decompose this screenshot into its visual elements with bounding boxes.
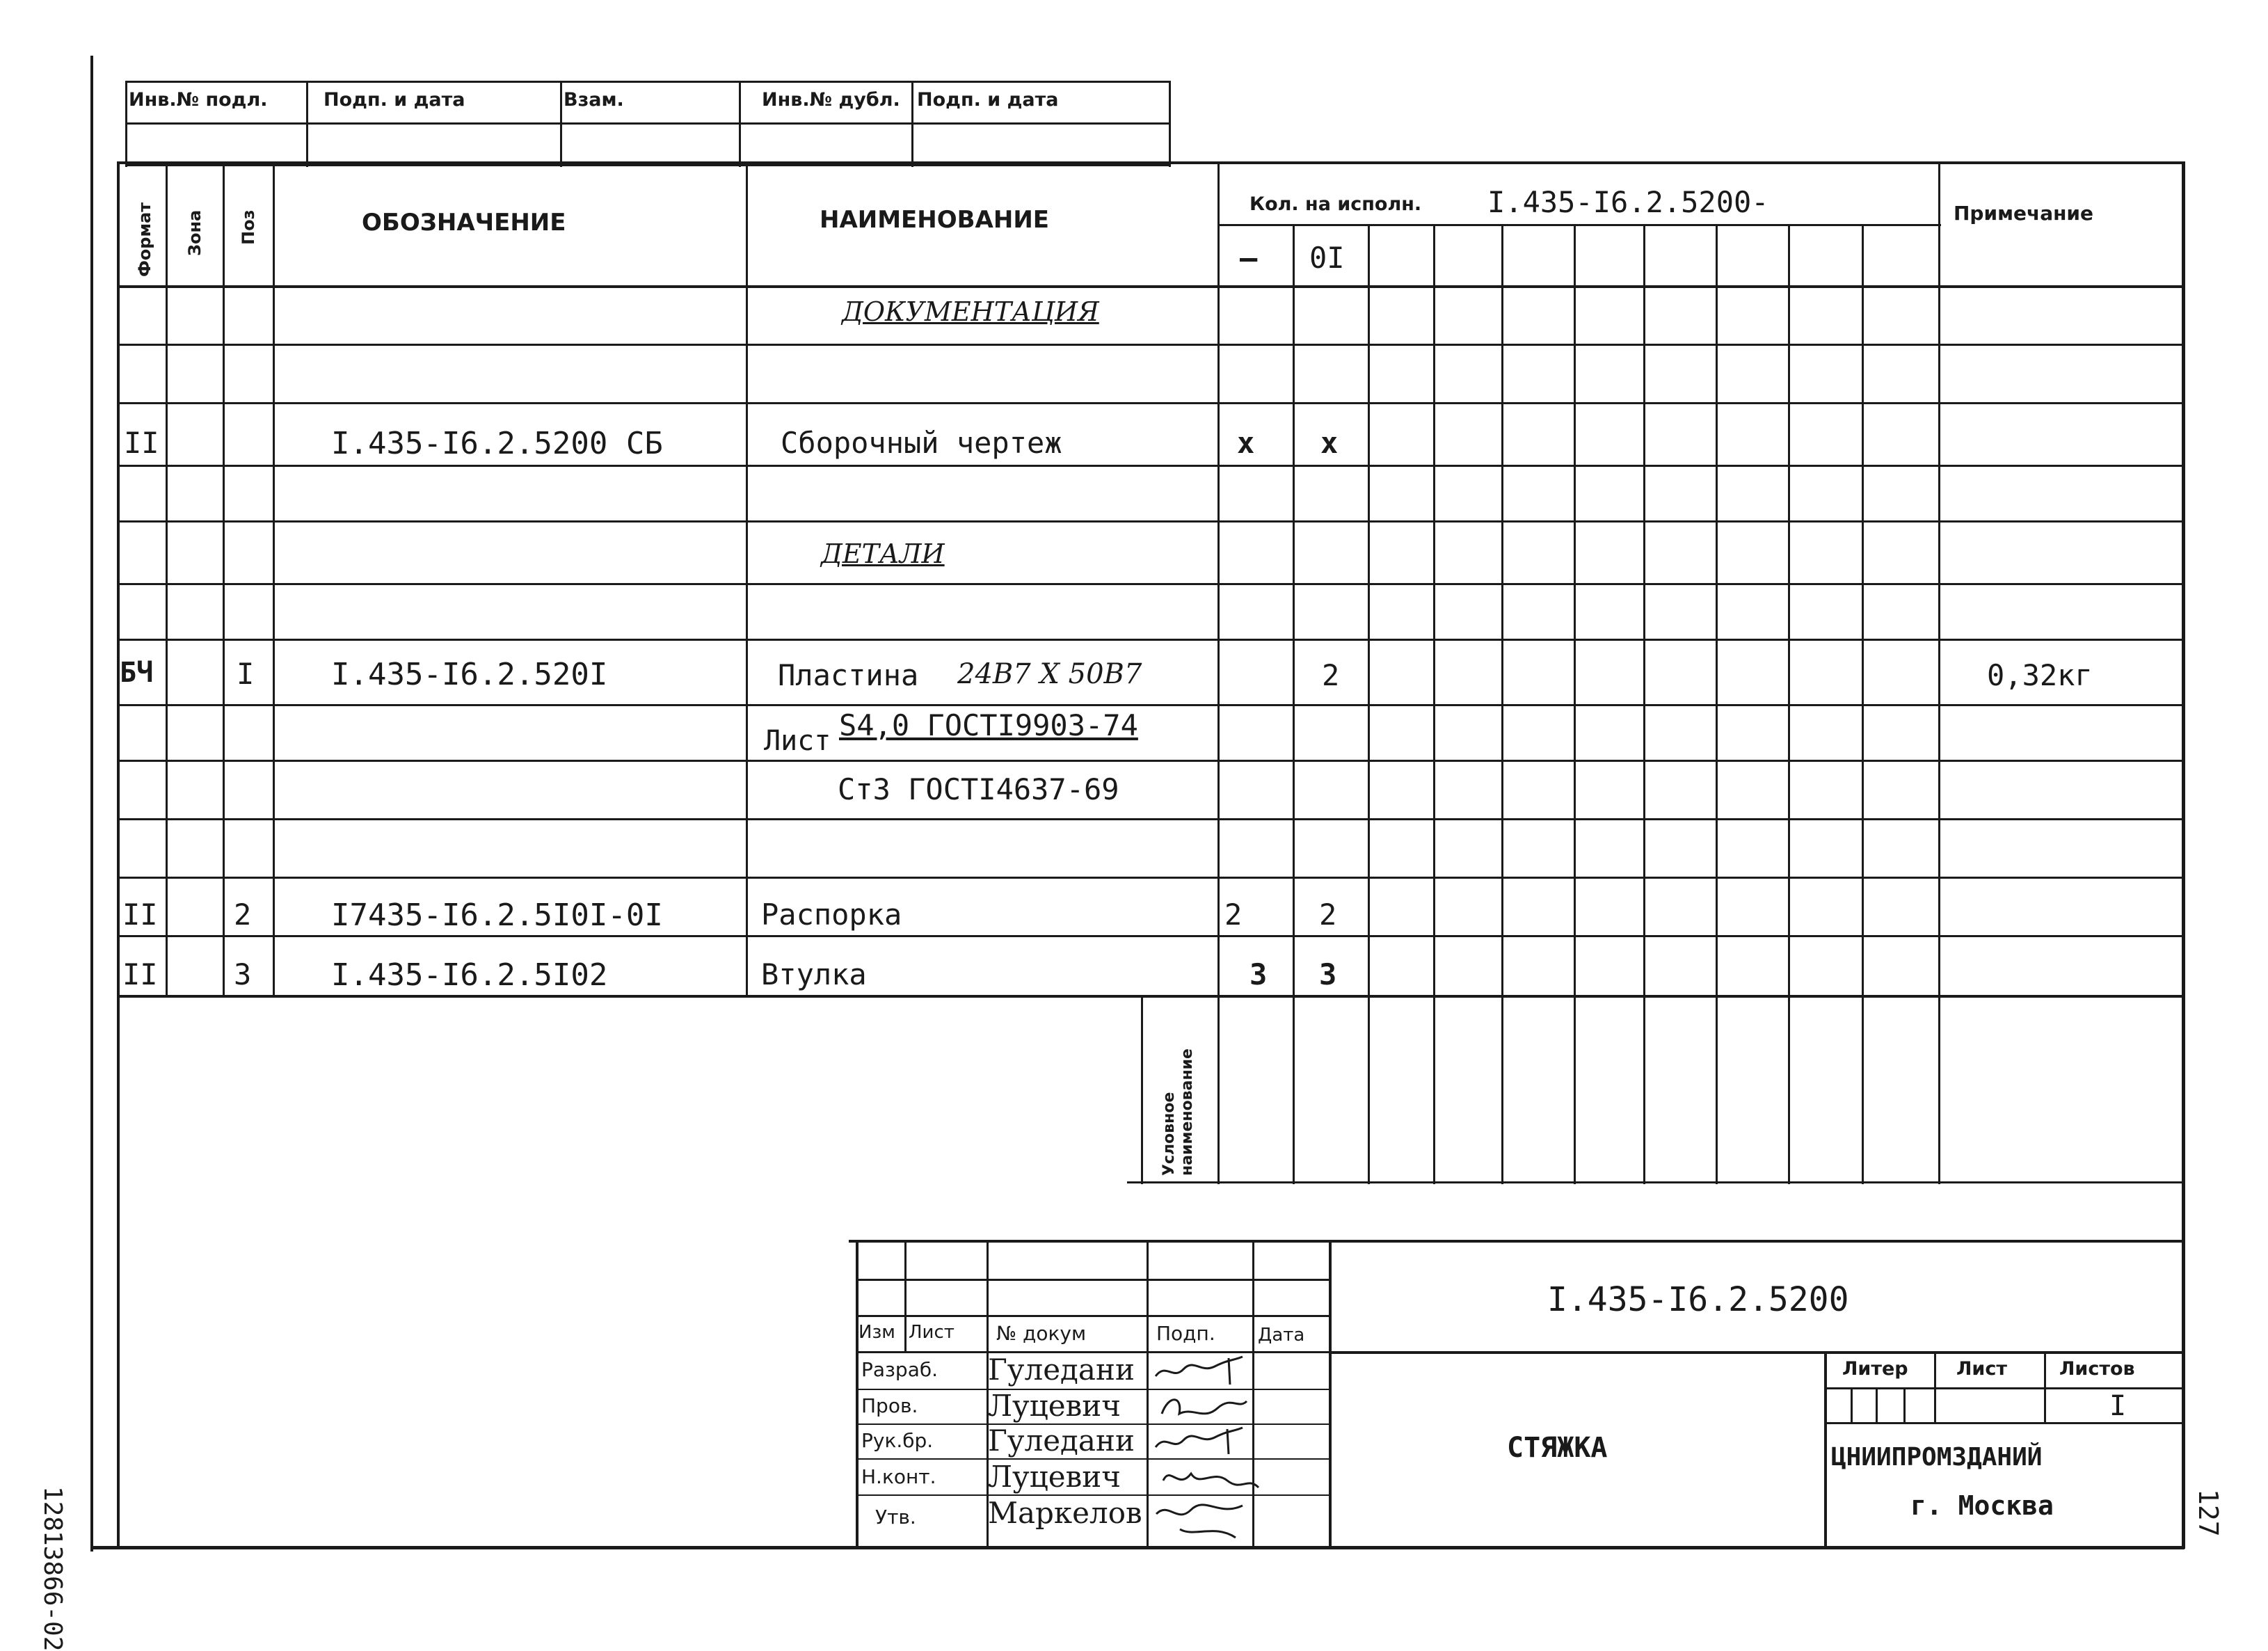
frame-left (90, 56, 93, 1552)
tb-nkont-name: Луцевич (988, 1460, 1121, 1494)
row-1-name: Сборочный чертеж (781, 426, 1062, 460)
tb-listov: Листов (2059, 1358, 2135, 1380)
signature-rukbr (1152, 1423, 1249, 1460)
tb-org: ЦНИИПРОМЗДАНИЙ (1831, 1443, 2043, 1471)
stamp-podp-data-2: Подп. и дата (917, 89, 1059, 111)
header-kol-col2: 0I (1309, 241, 1345, 275)
row-3-poz: I (237, 657, 255, 691)
stamp-inv-dubl: Инв.№ дубл. (762, 89, 900, 111)
row-0-name: ДОКУМЕНТАЦИЯ (842, 296, 1099, 327)
uslovnoe-label: Условное наименование (1160, 1048, 1196, 1176)
header-kol-code: I.435-I6.2.5200- (1487, 185, 1769, 219)
row-6-q1: 2 (1224, 898, 1243, 932)
row-3-name-hand: 24В7 Х 50В7 (957, 658, 1142, 690)
tb-no-dokum: № докум (996, 1322, 1087, 1345)
row-7-q1: 3 (1249, 957, 1268, 991)
tb-utv-label: Утв. (875, 1506, 916, 1529)
tb-prov-name: Луцевич (988, 1389, 1121, 1423)
row-4-name: S4,0 ГОСТI9903-74 (839, 708, 1138, 742)
tb-listov-val: I (2109, 1390, 2127, 1422)
signature-nkont (1158, 1460, 1262, 1496)
stamp-vzam: Взам. (564, 89, 624, 111)
row-6-q2: 2 (1319, 898, 1337, 932)
row-1-format: II (124, 426, 159, 460)
margin-right-number: 127 (2193, 1489, 2223, 1537)
row-3-oboz: I.435-I6.2.520I (331, 657, 608, 692)
row-1-oboz: I.435-I6.2.5200 СБ (331, 426, 663, 461)
signature-prov (1155, 1389, 1252, 1425)
tb-utv-name: Маркелов (988, 1496, 1142, 1530)
header-format: Формат (135, 202, 154, 277)
header-zona: Зона (185, 209, 205, 256)
tb-razrab-label: Разраб. (861, 1358, 939, 1381)
tb-prov-label: Пров. (861, 1394, 918, 1417)
frame-right (2182, 161, 2185, 1549)
header-kol-col1: – (1240, 241, 1258, 275)
row-7-format: II (122, 957, 158, 991)
row-1-q2: х (1320, 426, 1339, 460)
row-6-poz: 2 (234, 898, 252, 932)
tb-nkont-label: Н.конт. (861, 1465, 936, 1488)
tb-list: Лист (909, 1322, 955, 1343)
row-7-q2: 3 (1319, 957, 1337, 991)
row-3-q2: 2 (1322, 658, 1340, 692)
header-kol-label: Кол. на исполн. (1249, 193, 1422, 215)
row-7-oboz: I.435-I6.2.5I02 (331, 957, 608, 993)
row-7-poz: 3 (234, 957, 252, 991)
signature-razrab (1152, 1353, 1249, 1389)
tb-data: Дата (1258, 1325, 1305, 1346)
frame-bottom (90, 1546, 2185, 1549)
tb-razrab-name: Гуледани (988, 1353, 1135, 1387)
row-6-oboz: I7435-I6.2.5I0I-0I (331, 898, 663, 933)
row-7-name: Втулка (761, 957, 867, 991)
row-4-prefix: Лист (764, 725, 831, 757)
tb-rukbr-name: Гуледани (988, 1423, 1135, 1458)
tb-liter: Литер (1842, 1358, 1908, 1380)
row-6-name: Распорка (761, 898, 902, 932)
signature-utv (1152, 1496, 1256, 1545)
header-primechanie: Примечание (1954, 202, 2094, 225)
tb-doc-code: I.435-I6.2.5200 (1547, 1280, 1849, 1319)
header-poz: Поз (239, 209, 258, 245)
header-oboznachenie: ОБОЗНАЧЕНИЕ (362, 209, 566, 237)
row-1-q1: х (1237, 426, 1255, 460)
row-3-name: Пластина (778, 658, 919, 692)
tb-list-h: Лист (1956, 1358, 2007, 1380)
tb-podp: Подп. (1156, 1322, 1215, 1345)
row-5-name: Ст3 ГОСТI4637-69 (838, 772, 1119, 806)
tb-rukbr-label: Рук.бр. (861, 1429, 934, 1452)
tb-doc-title: СТЯЖКА (1507, 1432, 1608, 1464)
margin-left-number: 13866-02 (38, 1531, 67, 1651)
row-3-note: 0,32кг (1987, 658, 2093, 692)
row-2-name: ДЕТАЛИ (821, 539, 945, 569)
stamp-inv-podl: Инв.№ подл. (129, 89, 268, 111)
row-6-format: II (122, 898, 158, 932)
stamp-podp-data-1: Подп. и дата (324, 89, 465, 111)
tb-izm: Изм (859, 1322, 895, 1343)
tb-city: г. Москва (1910, 1490, 2054, 1521)
margin-left-number-b: 128 (38, 1486, 67, 1532)
row-3-format: БЧ (120, 657, 154, 689)
header-naimenovanie: НАИМЕНОВАНИЕ (820, 206, 1050, 234)
